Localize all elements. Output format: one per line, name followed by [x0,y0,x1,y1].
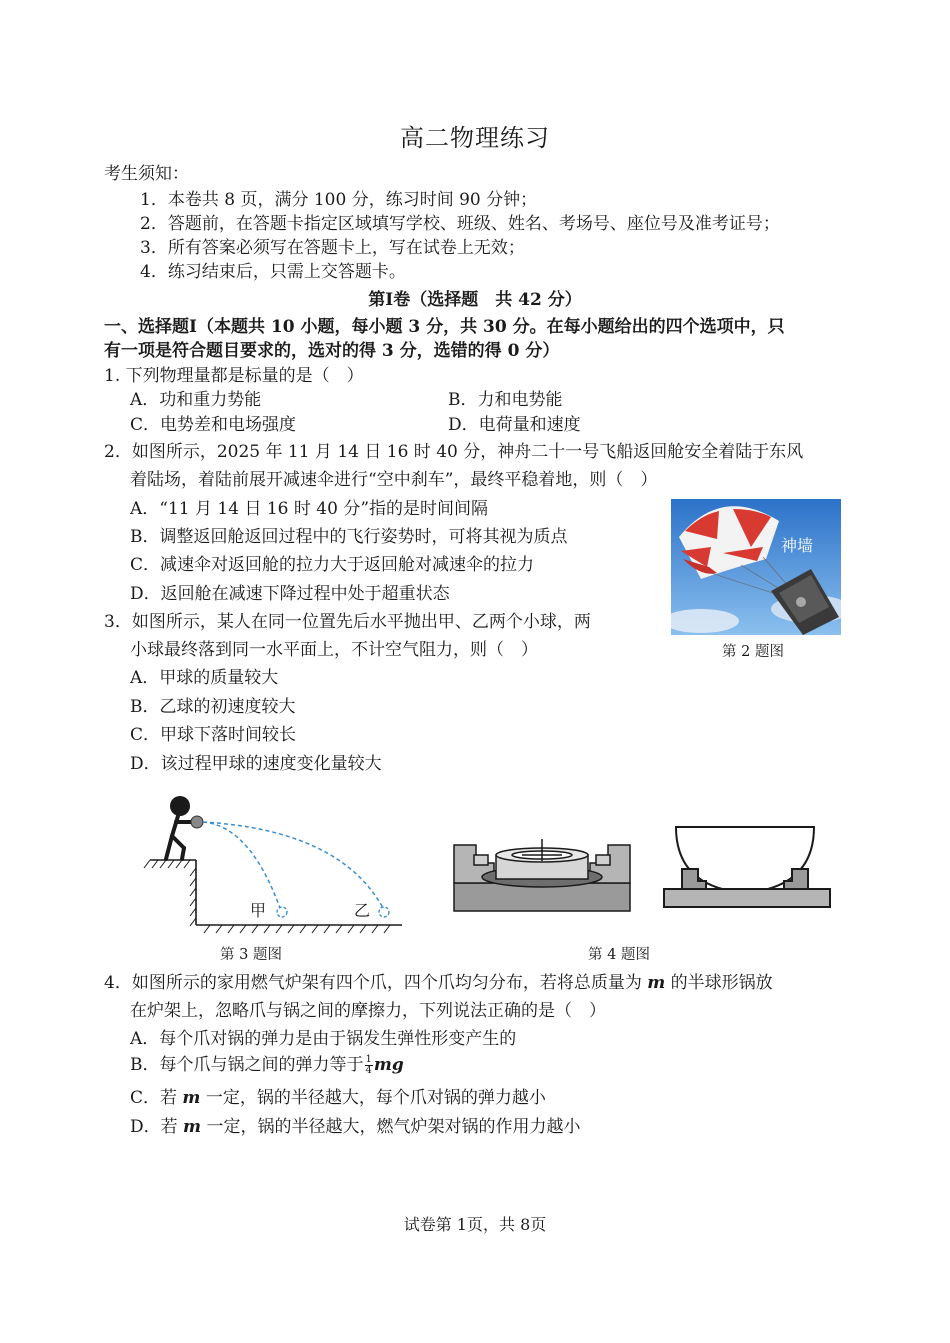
ball-1-label: 甲 [250,901,267,920]
figure-2-caption: 第 2 题图 [722,644,784,660]
page-footer: 试卷第 1页，共 8页 [403,1215,547,1234]
question-2-option-c: C．减速伞对返回舱的拉力大于返回舱对减速伞的拉力 [130,555,535,575]
question-1-option-a: A．功和重力势能 [130,390,262,410]
question-4-stem: 在炉架上，忽略爪与锅之间的摩擦力，下列说法正确的是（ ） [130,1001,606,1021]
figure-2-watermark: 神墙 [781,536,814,555]
page-title: 高二物理练习 [400,124,550,152]
notice-item: 1．本卷共 8 页，满分 100 分，练习时间 90 分钟； [140,190,538,210]
question-2-stem: 着陆场，着陆前展开减速伞进行“空中刹车”，最终平稳着地，则（ ） [130,470,658,490]
section1-instruction: 有一项是符合题目要求的，选对的得 3 分，选错的得 0 分） [104,341,560,361]
ground-hatching [144,860,390,933]
question-3-option-a: A．甲球的质量较大 [130,668,279,688]
question-1-option-d: D．电荷量和速度 [448,415,581,435]
figure-3-caption: 第 3 题图 [220,947,282,963]
question-3-option-b: B．乙球的初速度较大 [130,697,296,717]
question-4-option-d: D．若 m 一定，锅的半径越大，燃气炉架对锅的作用力越小 [130,1117,581,1137]
question-2-option-a: A．“11 月 14 日 16 时 40 分”指的是时间间隔 [130,499,489,519]
question-3-option-d: D．该过程甲球的速度变化量较大 [130,754,382,774]
thrower-person-icon [166,796,194,859]
question-1-option-c: C．电势差和电场强度 [130,415,297,435]
notice-item: 2．答题前，在答题卡指定区域填写学校、班级、姓名、考场号、座位号及准考证号； [140,214,780,234]
question-3-stem: 3．如图所示，某人在同一位置先后水平抛出甲、乙两个小球，两 [104,612,591,632]
fraction-one-quarter: $\frac{1}{4}$ [365,1054,372,1076]
figure-4-caption: 第 4 题图 [588,947,650,963]
question-3-stem: 小球最终落到同一水平面上，不计空气阻力，则（ ） [130,640,538,660]
question-4-stem: 4．如图所示的家用燃气炉架有四个爪，四个爪均匀分布，若将总质量为 m 的半球形锅放 [104,973,773,993]
figure-2-parachute-image [671,499,841,635]
figure-4-stove-diagram [450,825,835,915]
figure-3-projectile-diagram [140,790,410,935]
notice-item: 4．练习结束后，只需上交答题卡。 [140,262,406,282]
question-4-option-b: B．每个爪与锅之间的弹力等于 $\frac{1}{4}$ mg [130,1054,404,1076]
question-1-option-b: B．力和电势能 [448,390,563,410]
notice-item: 3．所有答案必须写在答题卡上，写在试卷上无效； [140,238,525,258]
hemispherical-pot-icon [664,827,830,907]
section1-instruction: 一、选择题Ⅰ（本题共 10 小题，每小题 3 分，共 30 分。在每小题给出的四个选项中，只 [104,317,785,337]
question-4-option-a: A．每个爪对锅的弹力是由于锅发生弹性形变产生的 [130,1029,517,1049]
gas-stove-icon [454,839,630,911]
question-1-stem: 1. 下列物理量都是标量的是（ ） [104,366,364,386]
part1-title: 第Ⅰ卷（选择题 共 42 分） [368,290,582,310]
question-3-option-c: C．甲球下落时间较长 [130,725,297,745]
notice-heading: 考生须知： [104,164,189,184]
question-2-option-b: B．调整返回舱返回过程中的飞行姿势时，可将其视为质点 [130,527,568,547]
ball-2-label: 乙 [354,901,371,920]
question-2-option-d: D．返回舱在减速下降过程中处于超重状态 [130,584,450,604]
question-4-option-c: C．若 m 一定，锅的半径越大，每个爪对锅的弹力越小 [130,1088,546,1108]
question-2-stem: 2．如图所示，2025 年 11 月 14 日 16 时 40 分，神舟二十一号飞船返回舱安全着陆于东风 [104,442,804,462]
